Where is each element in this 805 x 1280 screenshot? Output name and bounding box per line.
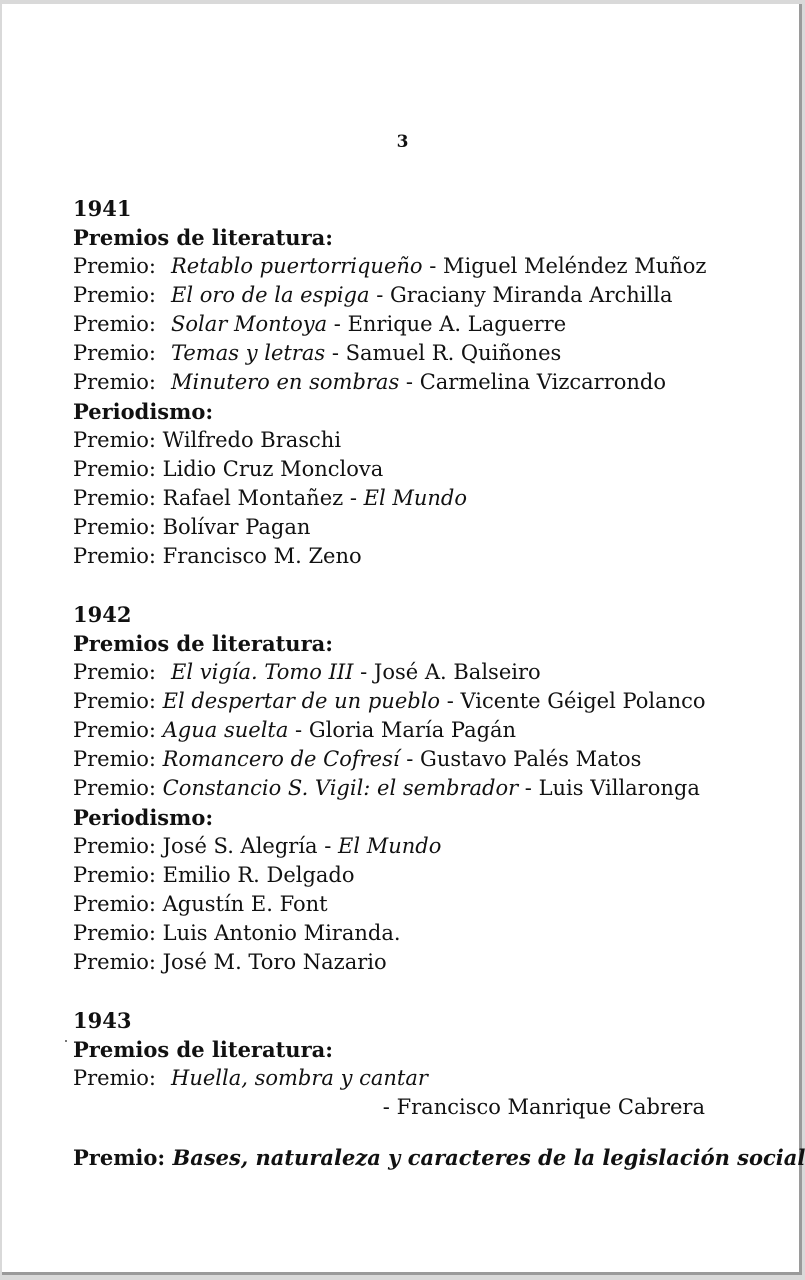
award-prefix: Premio: — [73, 1145, 166, 1170]
author-name: Samuel R. Quiñones — [345, 341, 562, 365]
work-title: Romancero de Cofresí — [162, 747, 400, 771]
separator: - — [325, 341, 346, 365]
award-prefix: Premio: — [73, 370, 156, 394]
award-entry — [73, 745, 773, 774]
separator: - — [317, 834, 339, 858]
work-title: Huella, sombra y cantar — [171, 1066, 428, 1090]
award-entry — [73, 1143, 805, 1172]
journalism-entry — [73, 484, 773, 513]
author-name: Gloria María Pagán — [308, 718, 517, 742]
award-prefix: Premio: — [73, 1066, 156, 1090]
journalism-text: Premio: Lidio Cruz Monclova — [73, 457, 384, 481]
work-title: Retablo puertorriqueño — [171, 254, 423, 278]
work-title: Bases, naturaleza y caracteres de la legislación social — [172, 1145, 805, 1170]
section-gap — [73, 571, 773, 600]
literature-heading: Premios de literatura: — [73, 631, 333, 656]
separator: - — [518, 776, 539, 800]
separator: - — [399, 370, 420, 394]
award-prefix: Premio: — [73, 283, 156, 307]
scan-speck — [65, 1040, 67, 1042]
section-year: 1942 — [73, 602, 132, 627]
journalism-heading: Periodismo: — [73, 399, 214, 424]
separator: - — [399, 747, 421, 771]
entry-gap — [73, 1122, 773, 1143]
award-prefix: Premio: — [73, 341, 156, 365]
separator: - — [422, 254, 444, 278]
publication-name: El Mundo — [338, 834, 442, 858]
journalism-entry — [73, 542, 773, 571]
journalism-entry — [73, 426, 773, 455]
award-prefix: Premio: — [73, 776, 156, 800]
work-title: El vigía. Tomo III — [171, 660, 354, 684]
document-body — [73, 194, 805, 1172]
award-entry — [73, 281, 773, 310]
separator: - — [343, 486, 364, 510]
award-prefix: Premio: — [73, 254, 156, 278]
author-name: Miguel Meléndez Muñoz — [443, 254, 707, 278]
work-title: Agua suelta — [162, 718, 289, 742]
author-name: - Francisco Manrique Cabrera — [382, 1095, 705, 1119]
journalism-entry — [73, 455, 773, 484]
journalism-entry — [73, 861, 773, 890]
work-title: El despertar de un pueblo — [162, 689, 441, 713]
page-number: 3 — [396, 132, 409, 152]
journalism-text: Premio: Francisco M. Zeno — [73, 544, 362, 568]
section-gap — [73, 977, 773, 1006]
award-prefix: Premio: — [73, 689, 156, 713]
journalism-entry — [73, 948, 773, 977]
publication-name: El Mundo — [363, 486, 468, 510]
journalism-entry — [73, 919, 773, 948]
literature-heading: Premios de literatura: — [73, 1037, 333, 1062]
literature-heading: Premios de literatura: — [73, 225, 333, 250]
separator: - — [369, 283, 390, 307]
award-entry — [73, 774, 773, 803]
work-title: Solar Montoya — [171, 312, 328, 336]
award-entry — [73, 339, 773, 368]
work-title: Minutero en sombras — [171, 370, 400, 394]
award-prefix: Premio: — [73, 718, 156, 742]
separator: - — [288, 718, 309, 742]
award-entry — [73, 658, 773, 687]
work-title: Constancio S. Vigil: el sembrador — [162, 776, 519, 800]
section-year: 1941 — [73, 196, 132, 221]
author-name: Luis Villaronga — [538, 776, 700, 800]
journalism-entry — [73, 513, 773, 542]
award-prefix: Premio: — [73, 660, 156, 684]
work-title: Temas y letras — [171, 341, 326, 365]
journalism-text: Premio: José M. Toro Nazario — [73, 950, 387, 974]
journalism-text: Premio: Rafael Montañez — [73, 486, 344, 510]
award-entry — [73, 716, 773, 745]
journalism-heading: Periodismo: — [73, 805, 214, 830]
journalism-text: Premio: Emilio R. Delgado — [73, 863, 355, 887]
journalism-entry — [73, 890, 773, 919]
separator: - — [353, 660, 374, 684]
journalism-text: Premio: Wilfredo Braschi — [73, 428, 342, 452]
author-name: Gustavo Palés Matos — [420, 747, 642, 771]
award-entry — [73, 1064, 773, 1093]
award-entry — [73, 368, 773, 397]
author-name: José A. Balseiro — [373, 660, 541, 684]
award-prefix: Premio: — [73, 312, 156, 336]
author-name: Vicente Géigel Polanco — [460, 689, 706, 713]
journalism-text: Premio: Bolívar Pagan — [73, 515, 311, 539]
journalism-text: Premio: Agustín E. Font — [73, 892, 328, 916]
author-name: Graciany Miranda Archilla — [389, 283, 673, 307]
author-name: Carmelina Vizcarrondo — [419, 370, 666, 394]
work-title: El oro de la espiga — [171, 283, 370, 307]
journalism-text: Premio: Luis Antonio Miranda. — [73, 921, 401, 945]
award-entry — [73, 687, 773, 716]
award-prefix: Premio: — [73, 747, 156, 771]
author-name: Enrique A. Laguerre — [347, 312, 567, 336]
section-year: 1943 — [73, 1008, 132, 1033]
journalism-entry — [73, 832, 773, 861]
separator: - — [440, 689, 461, 713]
separator: - — [327, 312, 348, 336]
award-entry — [73, 252, 773, 281]
award-entry — [73, 310, 773, 339]
journalism-text: Premio: José S. Alegría — [73, 834, 318, 858]
